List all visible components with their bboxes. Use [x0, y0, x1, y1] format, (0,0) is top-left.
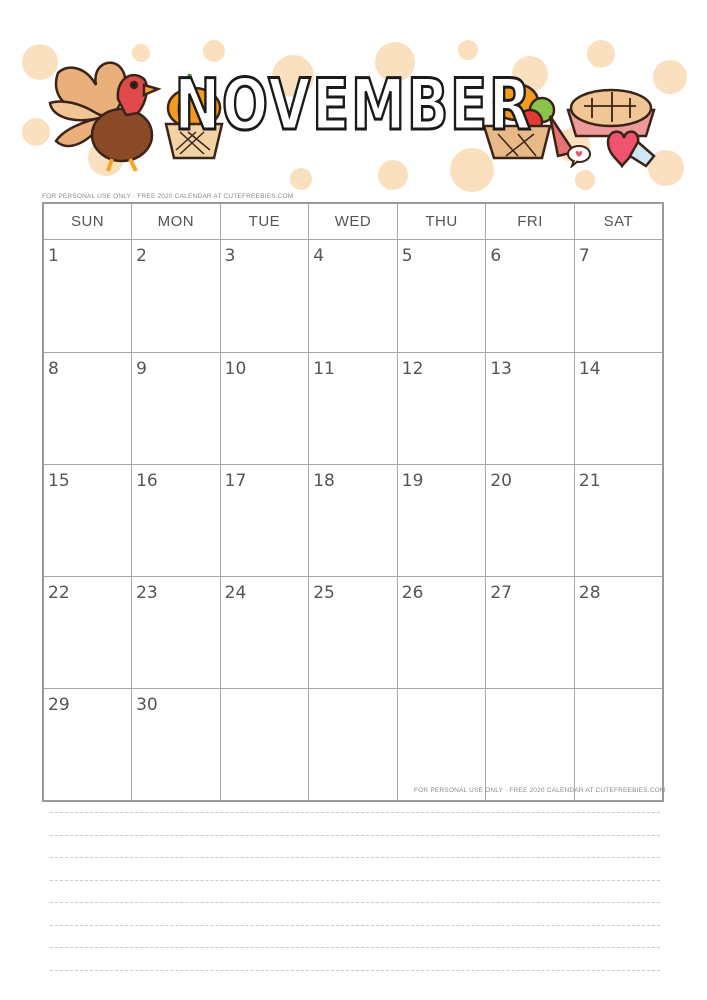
weekday-header: SAT [574, 203, 663, 240]
day-number: 14 [578, 359, 601, 379]
week-row [43, 577, 663, 689]
day-cell[interactable] [486, 353, 575, 465]
day-number: 3 [224, 246, 236, 266]
note-line [50, 835, 660, 836]
day-number: 16 [136, 471, 158, 491]
day-number: 21 [578, 471, 601, 491]
day-cell[interactable] [397, 240, 486, 353]
day-number: 27 [490, 583, 512, 603]
day-cell[interactable] [309, 689, 398, 802]
week-row [43, 465, 663, 577]
day-cell[interactable] [486, 240, 575, 353]
footer-note-bottom: FOR PERSONAL USE ONLY · FREE 2020 CALENDAR AT CUTEFREEBIES.COM [414, 787, 666, 794]
footer-note-top: FOR PERSONAL USE ONLY · FREE 2020 CALENDAR AT CUTEFREEBIES.COM [42, 193, 294, 200]
day-number: 18 [313, 471, 335, 491]
day-number: 20 [490, 471, 512, 491]
day-number: 22 [48, 583, 70, 603]
day-cell[interactable] [574, 689, 663, 802]
header [0, 0, 707, 200]
note-line [50, 970, 660, 971]
note-line [50, 902, 660, 903]
week-row [43, 353, 663, 465]
day-number: 2 [136, 246, 147, 266]
day-cell[interactable] [43, 240, 132, 353]
day-cell[interactable] [309, 240, 398, 353]
day-number: 10 [224, 359, 247, 379]
day-cell[interactable] [132, 689, 221, 802]
notes-lines[interactable] [50, 812, 660, 992]
day-cell[interactable] [220, 240, 309, 353]
day-number: 28 [578, 583, 601, 603]
day-number [221, 689, 309, 695]
note-line [50, 947, 660, 948]
weekday-header: TUE [220, 203, 309, 240]
note-line [50, 812, 660, 813]
day-cell[interactable] [486, 465, 575, 577]
decor-dot [458, 40, 478, 60]
day-number: 15 [48, 471, 70, 491]
day-cell[interactable] [132, 577, 221, 689]
day-cell[interactable] [43, 689, 132, 802]
week-row [43, 689, 663, 802]
day-number: 6 [490, 246, 502, 266]
note-line [50, 857, 660, 858]
day-number: 12 [401, 359, 424, 379]
day-number: 13 [490, 359, 512, 379]
day-cell[interactable] [132, 465, 221, 577]
day-cell[interactable] [397, 577, 486, 689]
day-number: 5 [401, 246, 413, 266]
day-number: 8 [48, 359, 59, 379]
day-number: 26 [401, 583, 424, 603]
heart-bubble-icon [566, 144, 592, 168]
day-number: 24 [224, 583, 247, 603]
day-cell[interactable] [132, 240, 221, 353]
day-number [309, 689, 397, 695]
day-cell[interactable] [43, 465, 132, 577]
day-cell[interactable] [43, 577, 132, 689]
weekday-header: THU [397, 203, 486, 240]
day-number: 1 [48, 246, 59, 266]
day-number: 19 [401, 471, 424, 491]
day-number: 17 [224, 471, 247, 491]
day-cell[interactable] [574, 577, 663, 689]
day-cell[interactable] [397, 465, 486, 577]
weekday-header: MON [132, 203, 221, 240]
day-number: 4 [313, 246, 325, 266]
day-number [486, 689, 574, 695]
note-line [50, 925, 660, 926]
decor-dot [575, 170, 595, 190]
calendar-grid [42, 202, 664, 802]
day-cell[interactable] [486, 689, 575, 802]
day-number [575, 689, 662, 695]
day-cell[interactable] [132, 353, 221, 465]
day-cell[interactable] [309, 465, 398, 577]
week-row [43, 240, 663, 353]
day-cell[interactable] [309, 353, 398, 465]
day-number: 23 [136, 583, 158, 603]
day-number [398, 689, 486, 695]
decor-dot [203, 40, 225, 62]
day-number: 9 [136, 359, 147, 379]
day-number: 30 [136, 695, 158, 715]
day-cell[interactable] [397, 689, 486, 802]
weekday-header: FRI [486, 203, 575, 240]
day-cell[interactable] [309, 577, 398, 689]
day-number: 25 [313, 583, 335, 603]
decor-dot [378, 160, 408, 190]
note-line [50, 880, 660, 881]
day-cell[interactable] [43, 353, 132, 465]
day-number: 29 [48, 695, 70, 715]
day-cell[interactable] [220, 465, 309, 577]
day-cell[interactable] [220, 689, 309, 802]
day-number: 11 [313, 359, 335, 379]
weekday-header-row [43, 203, 663, 240]
weekday-header: WED [309, 203, 398, 240]
weekday-header: SUN [43, 203, 132, 240]
day-cell[interactable] [574, 240, 663, 353]
day-cell[interactable] [574, 465, 663, 577]
day-cell[interactable] [574, 353, 663, 465]
decor-dot [290, 168, 312, 190]
month-title: NOVEMBER [174, 64, 533, 146]
day-cell[interactable] [220, 577, 309, 689]
day-cell[interactable] [486, 577, 575, 689]
day-cell[interactable] [397, 353, 486, 465]
day-number: 7 [578, 246, 590, 266]
day-cell[interactable] [220, 353, 309, 465]
